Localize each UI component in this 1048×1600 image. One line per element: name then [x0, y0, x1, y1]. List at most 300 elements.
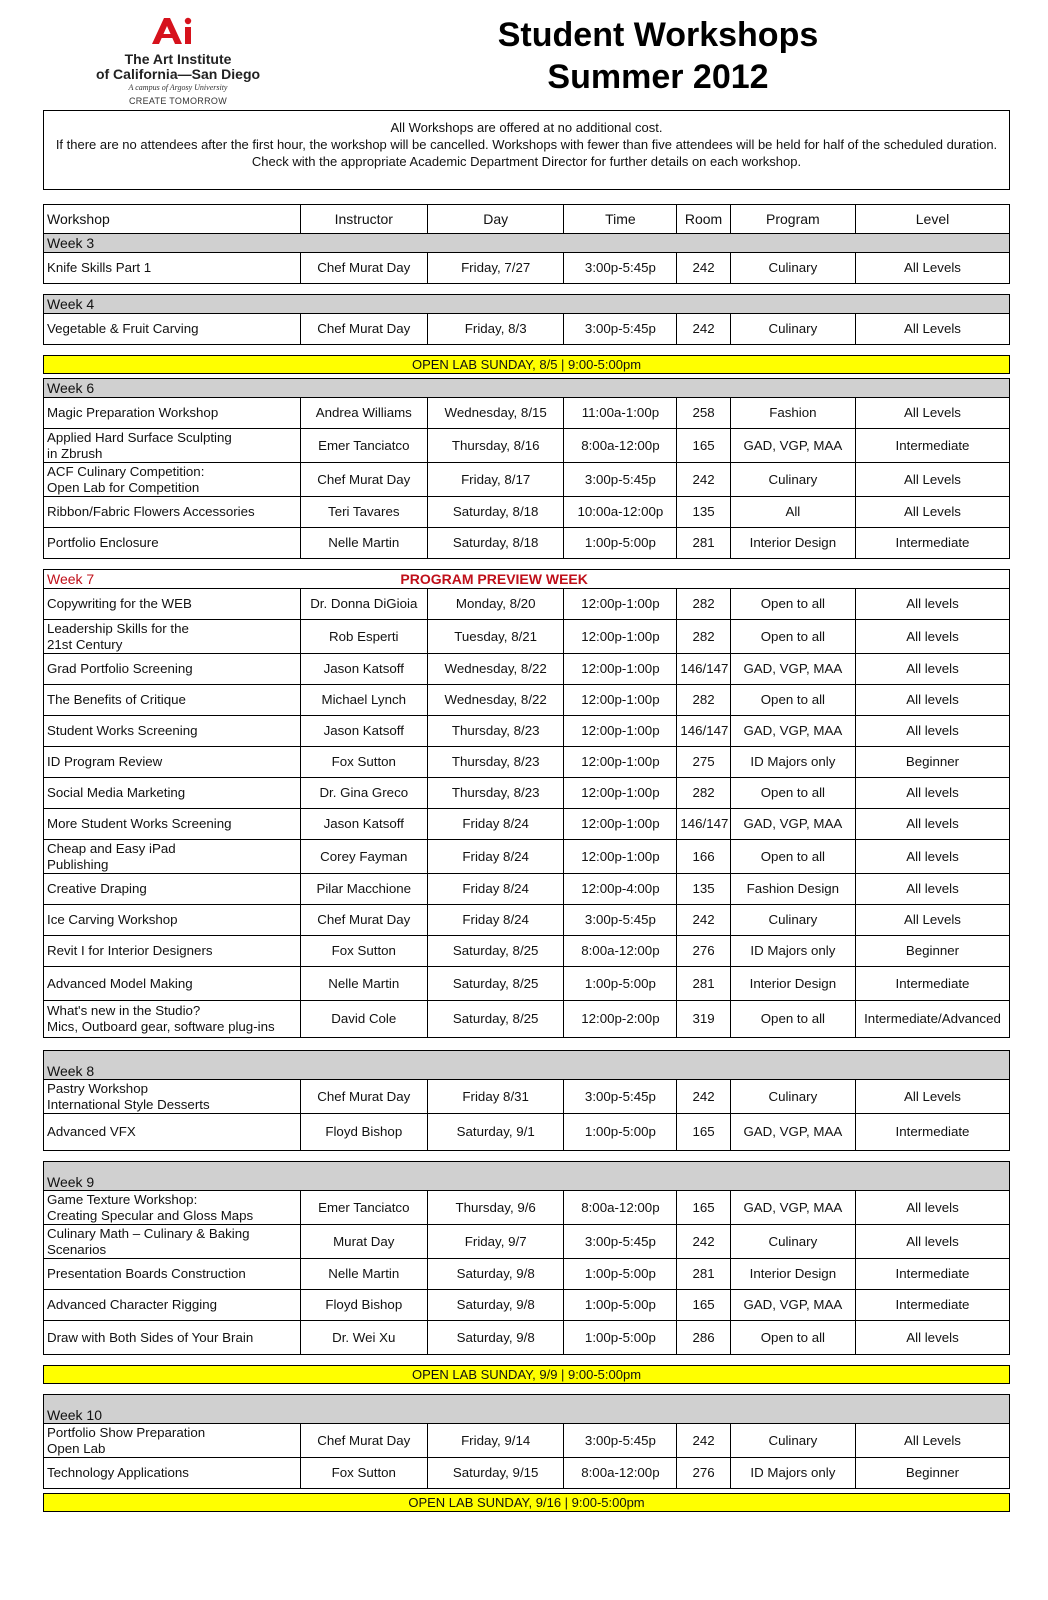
- gap-cell: [44, 345, 1010, 356]
- cell-day: Friday 8/31: [427, 1080, 564, 1114]
- cell-room: 242: [677, 314, 730, 345]
- cell-day: Saturday, 9/1: [427, 1114, 564, 1151]
- table-row: [44, 398, 1010, 429]
- cell-instructor: Floyd Bishop: [300, 1290, 427, 1321]
- notice-line-1: All Workshops are offered at no additional cost.: [390, 120, 663, 135]
- cell-room: 242: [677, 253, 730, 284]
- cell-program: GAD, VGP, MAA: [730, 1290, 855, 1321]
- cell-level: Beginner: [855, 1458, 1009, 1489]
- cell-time: 12:00p-4:00p: [564, 874, 677, 905]
- cell-time: 1:00p-5:00p: [564, 528, 677, 559]
- cell-workshop: [44, 1225, 301, 1259]
- table-row: [44, 936, 1010, 967]
- open-lab-banner: [44, 1494, 1010, 1512]
- cell-day: Wednesday, 8/22: [427, 654, 564, 685]
- page-title: [448, 14, 868, 98]
- cell-time: 12:00p-1:00p: [564, 778, 677, 809]
- workshop-title-line: Pastry Workshop: [47, 1080, 148, 1096]
- cell-workshop: [44, 589, 301, 620]
- cell-program: ID Majors only: [730, 1458, 855, 1489]
- cell-level: All levels: [855, 840, 1009, 874]
- cell-room: 286: [677, 1321, 730, 1355]
- cell-time: 12:00p-2:00p: [564, 1001, 677, 1038]
- cell-room: 165: [677, 1191, 730, 1225]
- workshop-title-line: Grad Portfolio Screening: [47, 661, 193, 676]
- cell-instructor: Corey Fayman: [300, 840, 427, 874]
- workshop-title-line: Game Texture Workshop:: [47, 1191, 198, 1207]
- gap-cell: [44, 1038, 1010, 1051]
- cell-level: All levels: [855, 716, 1009, 747]
- workshop-title-line: Open Lab for Competition: [47, 479, 200, 495]
- header-level: Level: [855, 205, 1009, 234]
- table-row: [44, 528, 1010, 559]
- cell-workshop: [44, 905, 301, 936]
- table-row: [44, 620, 1010, 654]
- section-gap: [44, 1355, 1010, 1366]
- cell-time: 12:00p-1:00p: [564, 840, 677, 874]
- logo-line-1: The Art Institute: [124, 51, 232, 67]
- cell-program: GAD, VGP, MAA: [730, 654, 855, 685]
- cell-workshop: [44, 1001, 301, 1038]
- cell-workshop: [44, 1191, 301, 1225]
- table-row: [44, 1114, 1010, 1151]
- cell-level: All levels: [855, 778, 1009, 809]
- program-preview-banner: PROGRAM PREVIEW WEEK: [400, 571, 588, 587]
- cell-level: Intermediate: [855, 1114, 1009, 1151]
- header-program: Program: [730, 205, 855, 234]
- cell-workshop: [44, 936, 301, 967]
- table-row: [44, 1001, 1010, 1038]
- cell-time: 8:00a-12:00p: [564, 1191, 677, 1225]
- week-label: Week 6: [44, 379, 1010, 398]
- cell-instructor: Dr. Donna DiGioia: [300, 589, 427, 620]
- workshop-title-line: Creative Draping: [47, 881, 147, 896]
- cell-level: Intermediate/Advanced: [855, 1001, 1009, 1038]
- cell-instructor: Emer Tanciatco: [300, 1191, 427, 1225]
- cell-workshop: [44, 497, 301, 528]
- gap-cell: [44, 1151, 1010, 1162]
- table-row: [44, 1191, 1010, 1225]
- cell-room: 282: [677, 778, 730, 809]
- cell-workshop: [44, 685, 301, 716]
- cell-level: All Levels: [855, 314, 1009, 345]
- cell-instructor: Chef Murat Day: [300, 463, 427, 497]
- cell-day: Saturday, 8/25: [427, 936, 564, 967]
- cell-room: 319: [677, 1001, 730, 1038]
- week-header-row: [44, 234, 1010, 253]
- cell-program: Open to all: [730, 685, 855, 716]
- cell-time: 8:00a-12:00p: [564, 936, 677, 967]
- cell-level: All levels: [855, 1191, 1009, 1225]
- week-header-row: [44, 1162, 1010, 1191]
- cell-workshop: [44, 1321, 301, 1355]
- cell-program: Interior Design: [730, 528, 855, 559]
- cell-instructor: Dr. Wei Xu: [300, 1321, 427, 1355]
- cell-workshop: [44, 314, 301, 345]
- gap-cell: [44, 284, 1010, 295]
- table-row: [44, 1225, 1010, 1259]
- table-row: [44, 685, 1010, 716]
- open-lab-label: OPEN LAB SUNDAY, 9/16 | 9:00-5:00pm: [44, 1494, 1010, 1512]
- section-gap: [44, 1384, 1010, 1395]
- cell-program: Fashion: [730, 398, 855, 429]
- cell-room: 282: [677, 685, 730, 716]
- cell-day: Thursday, 8/23: [427, 747, 564, 778]
- cell-day: Saturday, 9/8: [427, 1321, 564, 1355]
- week-label: Week 4: [44, 295, 1010, 314]
- cell-level: All levels: [855, 809, 1009, 840]
- workshop-title-line: Cheap and Easy iPad: [47, 840, 176, 856]
- cell-workshop: [44, 1080, 301, 1114]
- week-banner-cell: [400, 570, 1009, 589]
- cell-day: Friday 8/24: [427, 809, 564, 840]
- table-row: [44, 1290, 1010, 1321]
- cell-time: 1:00p-5:00p: [564, 1259, 677, 1290]
- cell-instructor: Jason Katsoff: [300, 716, 427, 747]
- cell-program: Culinary: [730, 314, 855, 345]
- cell-day: Saturday, 9/15: [427, 1458, 564, 1489]
- cell-instructor: Jason Katsoff: [300, 809, 427, 840]
- table-row: [44, 1321, 1010, 1355]
- cell-room: 146/147: [677, 716, 730, 747]
- ai-logo-mark: [88, 12, 268, 46]
- cell-level: All Levels: [855, 905, 1009, 936]
- workshop-title-line: Culinary Math – Culinary & Baking: [47, 1225, 250, 1241]
- cell-day: Friday, 7/27: [427, 253, 564, 284]
- cell-room: 165: [677, 1114, 730, 1151]
- cell-instructor: Pilar Macchione: [300, 874, 427, 905]
- section-gap: [44, 1151, 1010, 1162]
- table-row: [44, 253, 1010, 284]
- cell-workshop: [44, 429, 301, 463]
- institute-logo: [88, 12, 268, 106]
- workshop-title-line: Vegetable & Fruit Carving: [47, 321, 199, 336]
- cell-day: Friday, 8/3: [427, 314, 564, 345]
- section-gap: [44, 1038, 1010, 1051]
- cell-room: 146/147: [677, 654, 730, 685]
- cell-time: 12:00p-1:00p: [564, 654, 677, 685]
- cell-room: 242: [677, 1080, 730, 1114]
- cell-workshop: [44, 716, 301, 747]
- cell-time: 8:00a-12:00p: [564, 429, 677, 463]
- cell-room: 165: [677, 1290, 730, 1321]
- workshop-title-line: Mics, Outboard gear, software plug-ins: [47, 1019, 275, 1034]
- cell-room: 276: [677, 936, 730, 967]
- week-header-row: [44, 1395, 1010, 1424]
- cell-instructor: Fox Sutton: [300, 747, 427, 778]
- cell-time: 12:00p-1:00p: [564, 685, 677, 716]
- table-row: [44, 429, 1010, 463]
- cell-program: Culinary: [730, 1080, 855, 1114]
- cell-instructor: Fox Sutton: [300, 936, 427, 967]
- cell-workshop: [44, 1424, 301, 1458]
- cell-day: Monday, 8/20: [427, 589, 564, 620]
- cell-instructor: Nelle Martin: [300, 967, 427, 1001]
- workshop-title-line: Presentation Boards Construction: [47, 1266, 246, 1281]
- cell-level: All levels: [855, 620, 1009, 654]
- workshop-title-line: The Benefits of Critique: [47, 692, 186, 707]
- workshop-title-line: ID Program Review: [47, 754, 163, 769]
- workshop-title-line: What's new in the Studio?: [47, 1003, 201, 1018]
- cell-instructor: Murat Day: [300, 1225, 427, 1259]
- cell-workshop: [44, 778, 301, 809]
- cell-program: Open to all: [730, 840, 855, 874]
- workshop-title-line: Advanced Character Rigging: [47, 1297, 218, 1312]
- table-row: [44, 840, 1010, 874]
- cell-room: 281: [677, 967, 730, 1001]
- cell-program: Open to all: [730, 589, 855, 620]
- cell-program: Open to all: [730, 778, 855, 809]
- cell-room: 166: [677, 840, 730, 874]
- cell-program: Culinary: [730, 1225, 855, 1259]
- cell-workshop: [44, 528, 301, 559]
- cell-time: 3:00p-5:45p: [564, 1225, 677, 1259]
- cell-program: GAD, VGP, MAA: [730, 809, 855, 840]
- table-row: [44, 905, 1010, 936]
- cell-instructor: David Cole: [300, 1001, 427, 1038]
- workshop-title-line: Copywriting for the WEB: [47, 596, 192, 611]
- title-line-2: Summer 2012: [547, 58, 769, 96]
- cell-level: All Levels: [855, 1080, 1009, 1114]
- cell-time: 8:00a-12:00p: [564, 1458, 677, 1489]
- cell-time: 3:00p-5:45p: [564, 1424, 677, 1458]
- cell-level: All levels: [855, 685, 1009, 716]
- open-lab-banner: [44, 1366, 1010, 1384]
- workshop-title-line: Advanced Model Making: [47, 975, 193, 991]
- cell-level: All Levels: [855, 398, 1009, 429]
- logo-tagline: A campus of Argosy University: [128, 83, 228, 92]
- cell-program: Open to all: [730, 1321, 855, 1355]
- cell-time: 3:00p-5:45p: [564, 314, 677, 345]
- cell-program: Culinary: [730, 253, 855, 284]
- workshop-title-line: 21st Century: [47, 636, 123, 652]
- gap-cell: [44, 1355, 1010, 1366]
- workshop-title-line: Creating Specular and Gloss Maps: [47, 1207, 254, 1223]
- notice-line-3: Check with the appropriate Academic Department Director for further details on each workshop.: [251, 154, 802, 169]
- cell-instructor: Chef Murat Day: [300, 905, 427, 936]
- cell-day: Thursday, 8/16: [427, 429, 564, 463]
- cell-room: 275: [677, 747, 730, 778]
- workshop-title-line: Open Lab: [47, 1440, 106, 1456]
- cell-level: Intermediate: [855, 1290, 1009, 1321]
- cell-instructor: Nelle Martin: [300, 528, 427, 559]
- cell-instructor: Jason Katsoff: [300, 654, 427, 685]
- cell-time: 12:00p-1:00p: [564, 747, 677, 778]
- cell-day: Friday 8/24: [427, 874, 564, 905]
- cell-room: 242: [677, 1225, 730, 1259]
- cell-time: 3:00p-5:45p: [564, 905, 677, 936]
- workshop-title-line: Portfolio Enclosure: [47, 535, 159, 550]
- cell-day: Thursday, 9/6: [427, 1191, 564, 1225]
- cell-time: 3:00p-5:45p: [564, 253, 677, 284]
- workshop-title-line: International Style Desserts: [47, 1096, 210, 1112]
- table-row: [44, 463, 1010, 497]
- cell-program: Open to all: [730, 620, 855, 654]
- cell-day: Saturday, 8/25: [427, 1001, 564, 1038]
- cell-level: All Levels: [855, 253, 1009, 284]
- cell-program: Culinary: [730, 905, 855, 936]
- week-label: Week 3: [44, 234, 1010, 253]
- cell-time: 12:00p-1:00p: [564, 620, 677, 654]
- cell-day: Wednesday, 8/22: [427, 685, 564, 716]
- week-label: Week 8: [44, 1051, 1010, 1080]
- cell-level: All Levels: [855, 1424, 1009, 1458]
- cell-instructor: Nelle Martin: [300, 1259, 427, 1290]
- cell-program: Interior Design: [730, 1259, 855, 1290]
- workshop-title-line: Social Media Marketing: [47, 785, 186, 800]
- cell-time: 11:00a-1:00p: [564, 398, 677, 429]
- title-line-1: Student Workshops: [497, 16, 819, 54]
- cell-level: Beginner: [855, 747, 1009, 778]
- cell-workshop: [44, 620, 301, 654]
- logo-line-2: of California—San Diego: [95, 66, 261, 82]
- cell-workshop: [44, 809, 301, 840]
- week-label: Week 10: [44, 1395, 1010, 1424]
- section-gap: [44, 559, 1010, 570]
- workshop-schedule-table: [43, 204, 1010, 1512]
- workshop-title-line: Ice Carving Workshop: [47, 912, 178, 927]
- cell-level: All levels: [855, 1321, 1009, 1355]
- cell-instructor: Andrea Williams: [300, 398, 427, 429]
- cell-day: Saturday, 8/18: [427, 497, 564, 528]
- table-row: [44, 1458, 1010, 1489]
- table-row: [44, 654, 1010, 685]
- table-row: [44, 747, 1010, 778]
- cell-instructor: Michael Lynch: [300, 685, 427, 716]
- cell-instructor: Chef Murat Day: [300, 314, 427, 345]
- cell-day: Saturday, 8/25: [427, 967, 564, 1001]
- cell-time: 3:00p-5:45p: [564, 1080, 677, 1114]
- cell-time: 10:00a-12:00p: [564, 497, 677, 528]
- cell-level: Intermediate: [855, 528, 1009, 559]
- header-instructor: Instructor: [300, 205, 427, 234]
- cell-program: All: [730, 497, 855, 528]
- cell-day: Friday, 9/14: [427, 1424, 564, 1458]
- cell-workshop: [44, 874, 301, 905]
- cell-day: Saturday, 9/8: [427, 1259, 564, 1290]
- table-row: [44, 809, 1010, 840]
- table-row: [44, 589, 1010, 620]
- workshop-title-line: Applied Hard Surface Sculpting: [47, 429, 232, 445]
- workshop-title-line: Ribbon/Fabric Flowers Accessories: [47, 504, 255, 519]
- workshop-title-line: in Zbrush: [47, 445, 103, 461]
- cell-day: Wednesday, 8/15: [427, 398, 564, 429]
- header-time: Time: [564, 205, 677, 234]
- workshop-title-line: Publishing: [47, 856, 109, 872]
- cell-program: Fashion Design: [730, 874, 855, 905]
- cell-room: 135: [677, 497, 730, 528]
- cell-time: 1:00p-5:00p: [564, 1114, 677, 1151]
- cell-room: 242: [677, 1424, 730, 1458]
- header-workshop: Workshop: [44, 205, 301, 234]
- week-label: Week 7: [44, 570, 428, 589]
- cell-time: 1:00p-5:00p: [564, 967, 677, 1001]
- cell-room: 146/147: [677, 809, 730, 840]
- notice-box: [43, 110, 1010, 190]
- table-row: [44, 314, 1010, 345]
- cell-level: Intermediate: [855, 429, 1009, 463]
- cell-workshop: [44, 1259, 301, 1290]
- workshop-title-line: Draw with Both Sides of Your Brain: [47, 1329, 254, 1345]
- workshop-title-line: Revit I for Interior Designers: [47, 943, 213, 958]
- workshop-title-line: Student Works Screening: [47, 723, 198, 738]
- cell-program: GAD, VGP, MAA: [730, 1191, 855, 1225]
- cell-room: 282: [677, 620, 730, 654]
- cell-room: 165: [677, 429, 730, 463]
- cell-workshop: [44, 398, 301, 429]
- cell-room: 282: [677, 589, 730, 620]
- cell-day: Tuesday, 8/21: [427, 620, 564, 654]
- cell-instructor: Rob Esperti: [300, 620, 427, 654]
- cell-day: Friday 8/24: [427, 905, 564, 936]
- header-day: Day: [427, 205, 564, 234]
- cell-instructor: Fox Sutton: [300, 1458, 427, 1489]
- workshop-title-line: Scenarios: [47, 1241, 107, 1257]
- table-row: [44, 1424, 1010, 1458]
- cell-program: Interior Design: [730, 967, 855, 1001]
- cell-instructor: Chef Murat Day: [300, 1424, 427, 1458]
- cell-day: Friday, 8/17: [427, 463, 564, 497]
- cell-time: 1:00p-5:00p: [564, 1321, 677, 1355]
- cell-time: 12:00p-1:00p: [564, 716, 677, 747]
- cell-level: All Levels: [855, 497, 1009, 528]
- week-header-row: [44, 295, 1010, 314]
- table-header-row: [44, 205, 1010, 234]
- cell-workshop: [44, 1290, 301, 1321]
- cell-level: Intermediate: [855, 967, 1009, 1001]
- cell-day: Thursday, 8/23: [427, 716, 564, 747]
- cell-program: Open to all: [730, 1001, 855, 1038]
- cell-instructor: Floyd Bishop: [300, 1114, 427, 1151]
- cell-instructor: Chef Murat Day: [300, 1080, 427, 1114]
- cell-instructor: Chef Murat Day: [300, 253, 427, 284]
- cell-level: Intermediate: [855, 1259, 1009, 1290]
- gap-cell: [44, 1384, 1010, 1395]
- workshop-title-line: Magic Preparation Workshop: [47, 405, 219, 420]
- workshop-title-line: Advanced VFX: [47, 1124, 136, 1139]
- cell-day: Friday, 9/7: [427, 1225, 564, 1259]
- workshop-title-line: Technology Applications: [47, 1465, 189, 1480]
- cell-room: 135: [677, 874, 730, 905]
- header-room: Room: [677, 205, 730, 234]
- week-header-row: [44, 1051, 1010, 1080]
- workshop-title-line: Leadership Skills for the: [47, 620, 189, 636]
- cell-time: 1:00p-5:00p: [564, 1290, 677, 1321]
- cell-room: 276: [677, 1458, 730, 1489]
- cell-day: Saturday, 9/8: [427, 1290, 564, 1321]
- cell-day: Friday 8/24: [427, 840, 564, 874]
- cell-level: All levels: [855, 874, 1009, 905]
- cell-instructor: Emer Tanciatco: [300, 429, 427, 463]
- table-row: [44, 967, 1010, 1001]
- open-lab-label: OPEN LAB SUNDAY, 9/9 | 9:00-5:00pm: [44, 1366, 1010, 1384]
- section-gap: [44, 345, 1010, 356]
- cell-workshop: [44, 463, 301, 497]
- table-row: [44, 716, 1010, 747]
- week-header-row: [44, 379, 1010, 398]
- table-row: [44, 497, 1010, 528]
- cell-program: ID Majors only: [730, 747, 855, 778]
- cell-level: All levels: [855, 589, 1009, 620]
- cell-workshop: [44, 1458, 301, 1489]
- cell-program: GAD, VGP, MAA: [730, 1114, 855, 1151]
- notice-line-2: If there are no attendees after the first hour, the workshop will be cancelled. Workshops with fewer than five attendees will be held for half of the scheduled duration.: [55, 137, 998, 152]
- cell-time: 3:00p-5:45p: [564, 463, 677, 497]
- workshop-title-line: Knife Skills Part 1: [47, 260, 152, 275]
- cell-instructor: Teri Tavares: [300, 497, 427, 528]
- cell-workshop: [44, 967, 301, 1001]
- open-lab-label: OPEN LAB SUNDAY, 8/5 | 9:00-5:00pm: [44, 356, 1010, 374]
